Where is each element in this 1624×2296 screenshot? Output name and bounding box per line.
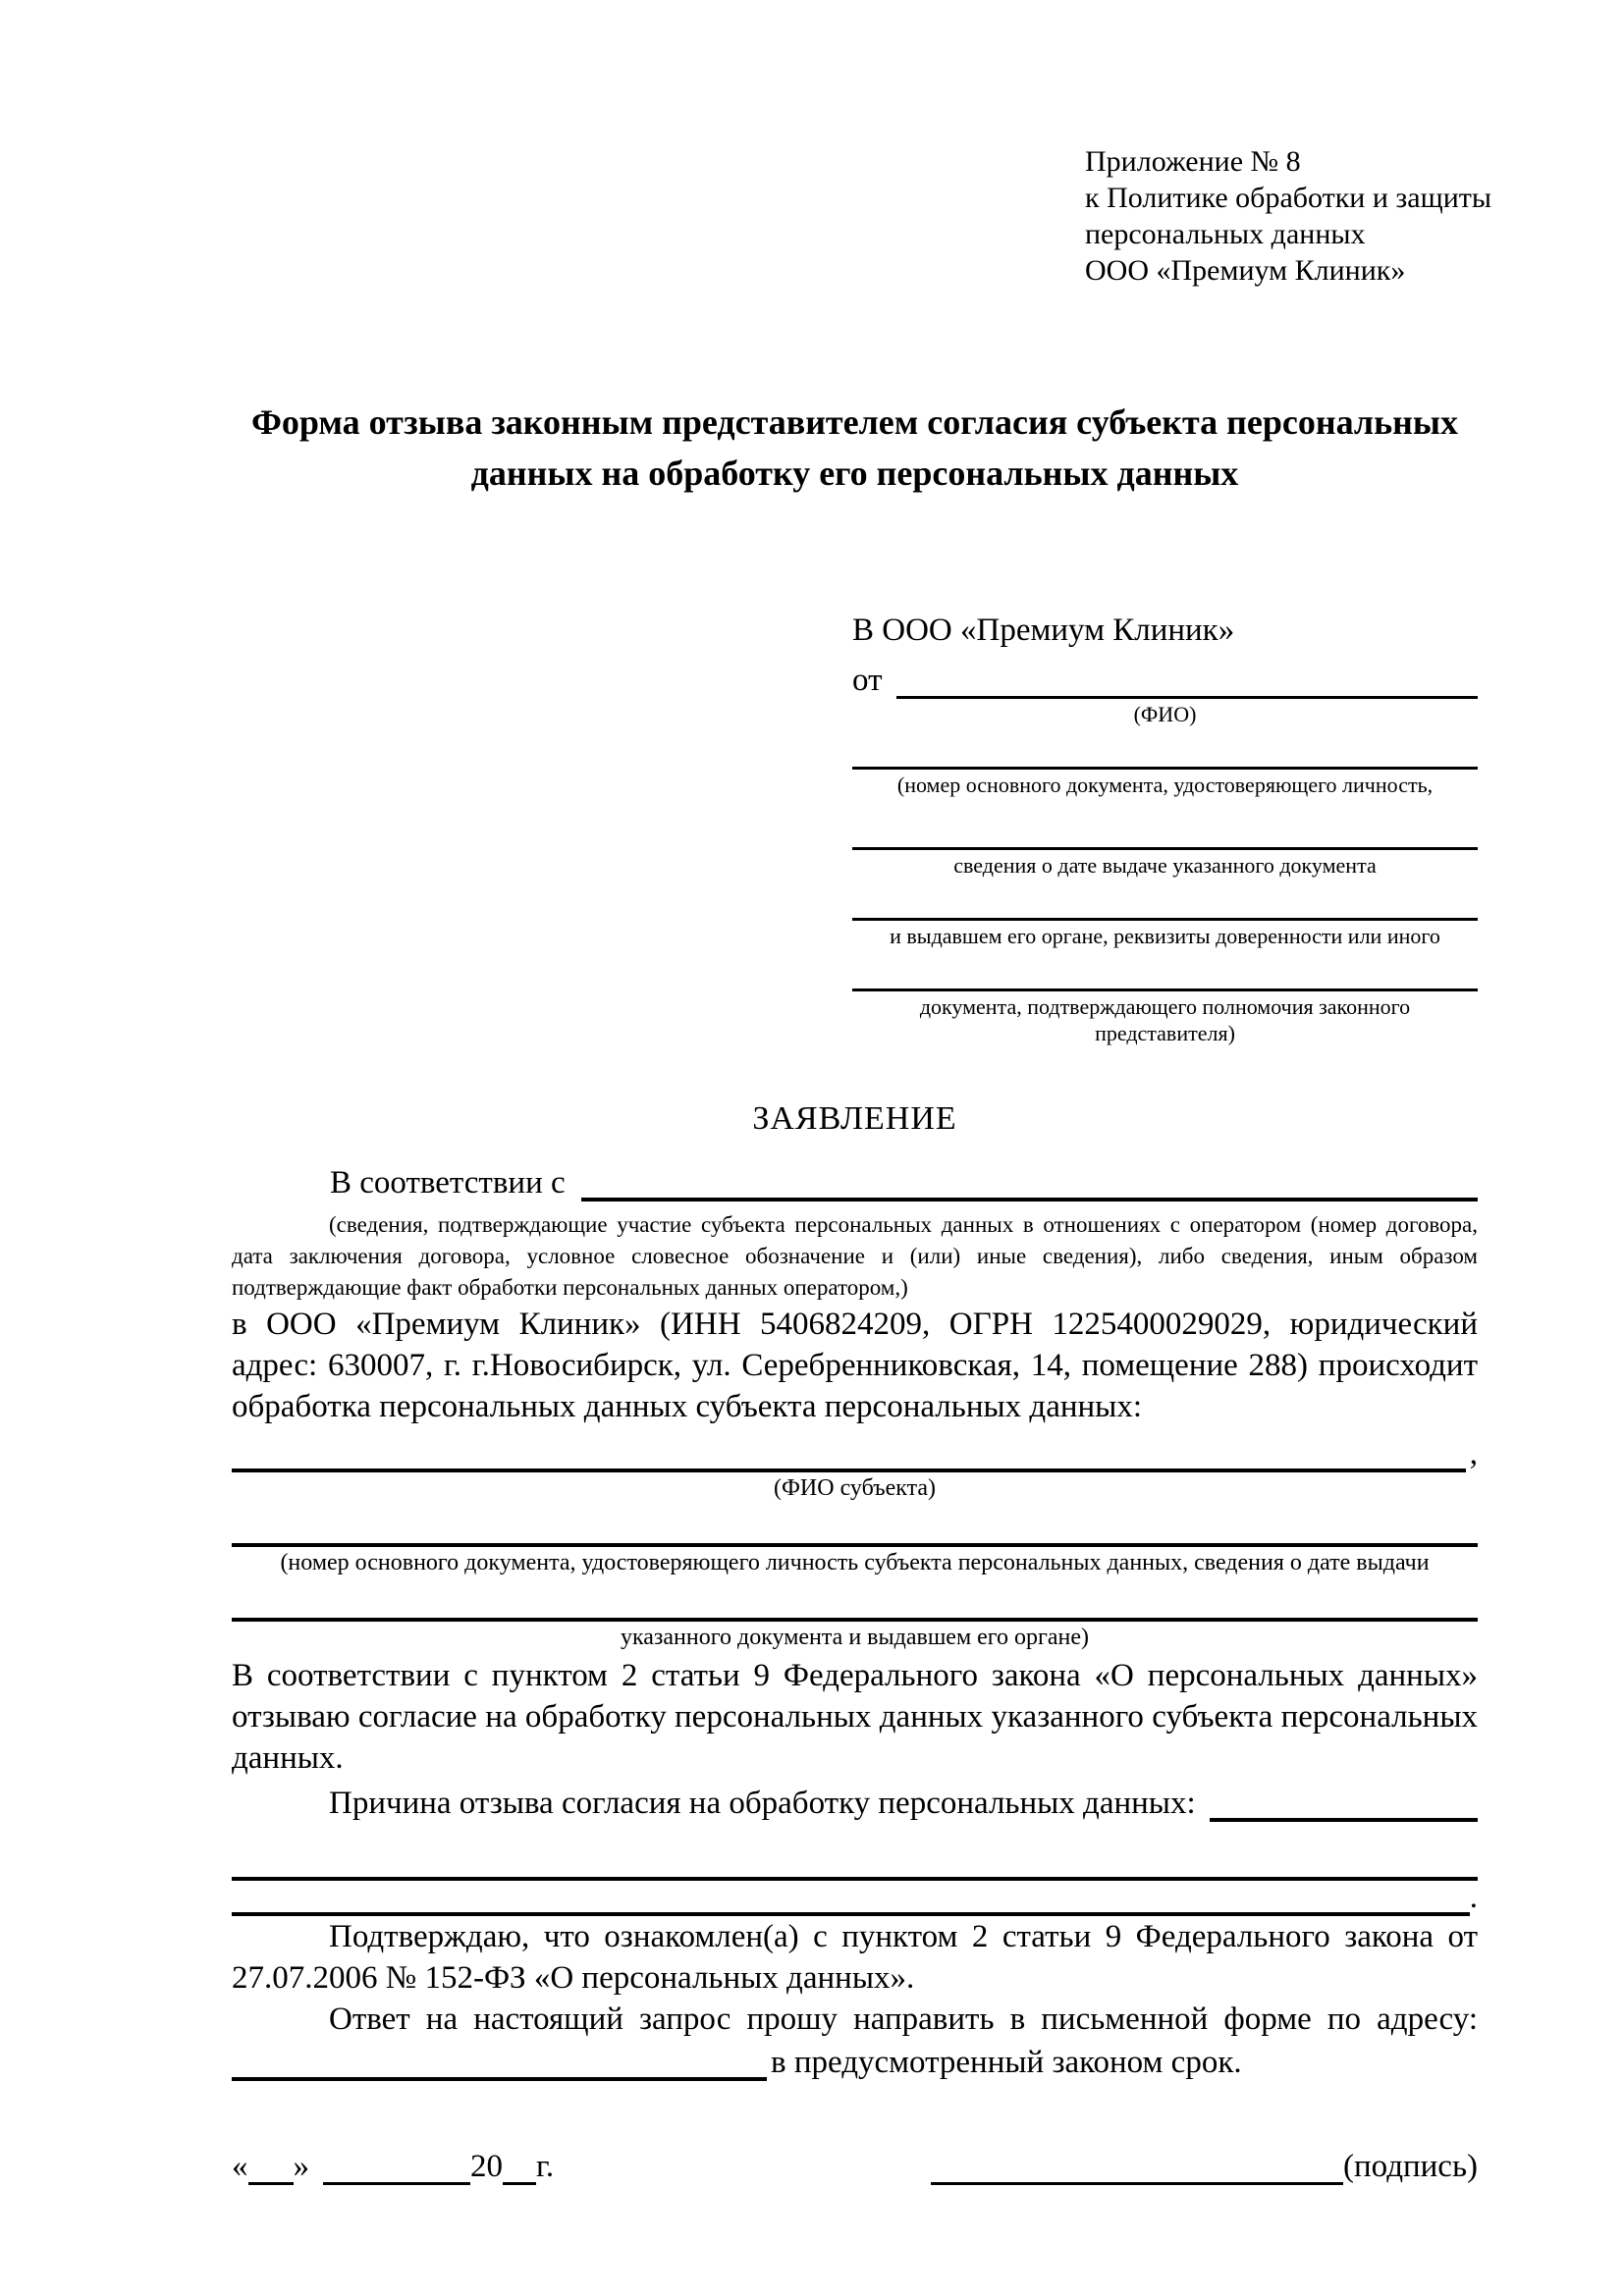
document-title: Форма отзыва законным представителем согласия субъекта персональных данных на обработку его персональных данных (250, 402, 1459, 493)
date-year-field (503, 2181, 536, 2185)
accordance-basis-field (581, 1198, 1478, 1201)
reason-continuation-field (232, 1822, 1478, 1881)
date-quote-close: » (293, 2149, 309, 2184)
subject-fio-field (232, 1468, 1466, 1472)
statement-heading: ЗАЯВЛЕНИЕ (752, 1100, 957, 1137)
document-content (232, 0, 1492, 2185)
document-number-field (852, 727, 1478, 770)
document-number-caption: (номер основного документа, удостоверяющего личность, (896, 773, 1434, 797)
reply-paragraph: Ответ на настоящий запрос прошу направить в письменной форме по адресу: (329, 2002, 1478, 2037)
from-row (852, 652, 1478, 699)
reason-label: Причина отзыва согласия на обработку персональных данных: (329, 1786, 1196, 1821)
subject-document-field (232, 1502, 1478, 1547)
fio-caption: (ФИО) (1133, 702, 1197, 726)
date-year-suffix: г. (536, 2149, 555, 2184)
subject-document-caption: (номер основного документа, удостоверяющего личность субъекта персональных данных, сведения о дате выдачи (280, 1550, 1430, 1575)
appendix-line: персональных данных (1085, 218, 1366, 250)
subject-authority-caption: указанного документа и выдавшем его органе) (620, 1625, 1090, 1650)
subject-line-suffix: , (1469, 1436, 1478, 1471)
reply-address-row (232, 2040, 1478, 2081)
from-label: от (852, 663, 883, 698)
appendix-line: к Политике обработки и защиты (1085, 182, 1492, 214)
representative-fio-field (896, 696, 1479, 699)
withdrawal-paragraph: В соответствии с пунктом 2 статьи 9 Федерального закона «О персональных данных» отзываю согласие на обработку персональных данных указанного субъекта персональных данных. (232, 1658, 1478, 1776)
recipient-organization: В ООО «Премиум Клиник» (852, 613, 1235, 648)
issuing-authority-field (852, 879, 1478, 921)
subject-fio-caption: (ФИО субъекта) (773, 1475, 937, 1501)
authority-document-caption: документа, подтверждающего полномочия законного представителя) (919, 994, 1411, 1045)
date-quote-open: « (232, 2149, 248, 2184)
appendix-line: Приложение № 8 (1085, 145, 1301, 178)
issue-date-caption: сведения о дате выдаче указанного документа (953, 853, 1377, 878)
signature-row (232, 2142, 1478, 2185)
authority-document-field (852, 949, 1478, 991)
date-block (232, 2142, 554, 2185)
fine-print-note: (сведения, подтверждающие участие субъекта персональных данных в отношениях с оператором (номер договора, дата заключения договора, условное словесное обозначение и (или) иные сведения), либо сведения, иным образом подтверждающие факт обработки персональных данных оператором,) (232, 1212, 1478, 1300)
accordance-label: В соответствии с (330, 1165, 566, 1201)
recipient-block (852, 609, 1478, 1046)
subject-authority-field (232, 1576, 1478, 1622)
acknowledge-paragraph: Подтверждаю, что ознакомлен(а) с пунктом 2 статьи 9 Федерального закона от 27.07.2006 № 152-ФЗ «О персональных данных». (232, 1919, 1478, 1996)
appendix-line: ООО «Премиум Клиник» (1085, 254, 1406, 287)
reply-suffix: в предусмотренный законом срок. (771, 2045, 1242, 2080)
signature-block (931, 2142, 1478, 2185)
issuing-authority-caption: и выдавшем его органе, реквизиты доверенности или иного (890, 924, 1440, 948)
operator-paragraph: в ООО «Премиум Клиник» (ИНН 5406824209, ОГРН 1225400029029, юридический адрес: 630007, г. г.Новосибирск, ул. Серебренниковская, 14, помещение 288) происходит обработка персональных данных субъекта персональных данных: (232, 1307, 1478, 1424)
issue-date-field (852, 798, 1478, 850)
accordance-row (232, 1156, 1478, 1201)
reply-address-field (232, 2077, 767, 2081)
signature-field (931, 2181, 1343, 2185)
signature-caption: (подпись) (1343, 2149, 1478, 2184)
reason-field (1210, 1818, 1478, 1822)
date-day-field (248, 2181, 294, 2185)
reason-blank-suffix: . (1469, 1880, 1478, 1915)
reason-row (232, 1779, 1478, 1822)
reason-continuation-row (232, 1881, 1478, 1916)
date-year-prefix: 20 (470, 2149, 503, 2184)
subject-fio-row (232, 1427, 1478, 1472)
appendix-header (1085, 143, 1492, 289)
date-month-field (323, 2181, 470, 2185)
